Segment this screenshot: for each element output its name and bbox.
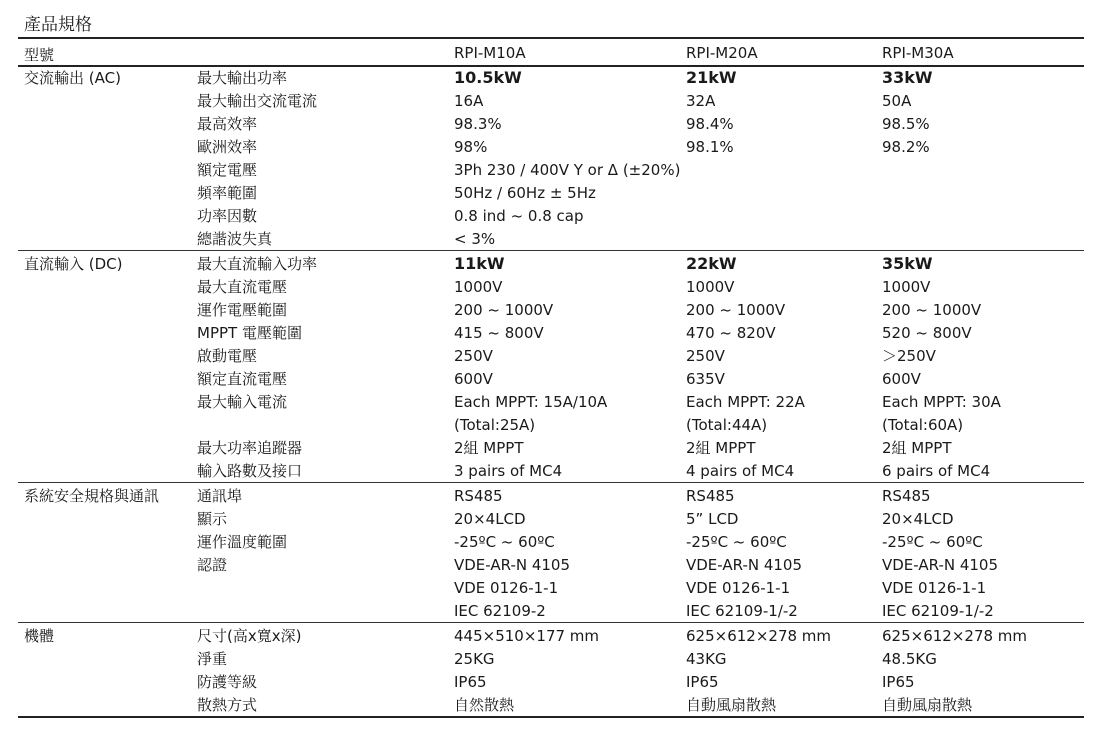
spec-label: 最大輸入電流: [197, 393, 288, 411]
spec-value: 600V: [454, 370, 493, 388]
spec-value: 0.8 ind ~ 0.8 cap: [454, 207, 584, 225]
spec-value: 25KG: [454, 650, 495, 668]
spec-value: 16A: [454, 92, 484, 110]
spec-value: < 3%: [454, 230, 496, 248]
spec-label: 最大輸出功率: [197, 69, 288, 87]
section-divider: [18, 622, 1084, 623]
spec-value: VDE 0126-1-1: [454, 579, 559, 597]
spec-label: 散熱方式: [197, 696, 258, 714]
spec-value: 5” LCD: [686, 510, 739, 528]
spec-value: 200 ~ 1000V: [686, 301, 786, 319]
spec-value: 98.2%: [882, 138, 930, 156]
spec-value: 3 pairs of MC4: [454, 462, 563, 480]
spec-value: 35kW: [882, 254, 933, 273]
spec-value: IP65: [454, 673, 487, 691]
spec-value: 11kW: [454, 254, 505, 273]
spec-value: 4 pairs of MC4: [686, 462, 795, 480]
spec-value: 625×612×278 mm: [882, 627, 1028, 645]
spec-value: VDE 0126-1-1: [882, 579, 987, 597]
spec-label: 啟動電壓: [197, 347, 258, 365]
section-title: 直流輸入 (DC): [24, 255, 123, 273]
spec-value: RS485: [882, 487, 931, 505]
spec-value: IP65: [882, 673, 915, 691]
spec-value: 250V: [686, 347, 725, 365]
spec-value: 98.4%: [686, 115, 734, 133]
header-bottom-rule: [18, 65, 1084, 67]
spec-value: 470 ~ 820V: [686, 324, 776, 342]
spec-value: 520 ~ 800V: [882, 324, 972, 342]
spec-value: 6 pairs of MC4: [882, 462, 991, 480]
spec-label: 額定電壓: [197, 161, 258, 179]
spec-value: 50Hz / 60Hz ± 5Hz: [454, 184, 596, 202]
spec-value: VDE-AR-N 4105: [454, 556, 571, 574]
spec-label: 防護等級: [197, 673, 258, 691]
spec-label: 總諧波失真: [197, 230, 273, 248]
spec-value: 2組 MPPT: [882, 439, 952, 457]
spec-value: 98.1%: [686, 138, 734, 156]
spec-value: RS485: [686, 487, 735, 505]
spec-value: -25ºC ~ 60ºC: [882, 533, 983, 551]
section-divider: [18, 482, 1084, 483]
spec-value: 33kW: [882, 68, 933, 87]
spec-value: 200 ~ 1000V: [454, 301, 554, 319]
spec-label: 顯示: [197, 510, 228, 528]
spec-value: 1000V: [882, 278, 931, 296]
spec-label: 運作溫度範圍: [197, 533, 288, 551]
spec-value: IEC 62109-2: [454, 602, 546, 620]
model-name: RPI-M20A: [686, 44, 758, 62]
spec-label: 最高效率: [197, 115, 258, 133]
spec-value: (Total:25A): [454, 416, 536, 434]
spec-label: 最大輸出交流電流: [197, 92, 318, 110]
spec-value: 98.5%: [882, 115, 930, 133]
spec-value: 2組 MPPT: [454, 439, 524, 457]
section-title: 系統安全規格與通訊: [24, 487, 160, 505]
spec-value: 32A: [686, 92, 716, 110]
spec-value: 自動風扇散熱: [882, 696, 973, 714]
spec-value: 自動風扇散熱: [686, 696, 777, 714]
spec-label: 額定直流電壓: [197, 370, 288, 388]
section-title: 交流輸出 (AC): [24, 69, 121, 87]
spec-value: 1000V: [454, 278, 503, 296]
spec-label: 功率因數: [197, 207, 258, 225]
spec-label: 最大直流輸入功率: [197, 255, 318, 273]
spec-label: 最大直流電壓: [197, 278, 288, 296]
spec-value: 10.5kW: [454, 68, 522, 87]
spec-label: 尺寸(高x寬x深): [197, 627, 302, 645]
spec-value: 自然散熱: [454, 696, 515, 714]
spec-label: 通訊埠: [197, 487, 243, 505]
section-divider: [18, 250, 1084, 251]
spec-value: Each MPPT: 22A: [686, 393, 805, 411]
spec-value: 50A: [882, 92, 912, 110]
spec-value: 43KG: [686, 650, 727, 668]
spec-value: 415 ~ 800V: [454, 324, 544, 342]
header-top-rule: [18, 37, 1084, 39]
spec-value: -25ºC ~ 60ºC: [686, 533, 787, 551]
spec-value: ＞250V: [882, 347, 936, 365]
spec-value: IEC 62109-1/-2: [882, 602, 994, 620]
section-title: 機體: [24, 627, 55, 645]
spec-value: 600V: [882, 370, 921, 388]
spec-value: 200 ~ 1000V: [882, 301, 982, 319]
section-divider: [18, 716, 1084, 718]
model-name: RPI-M30A: [882, 44, 954, 62]
spec-label: 運作電壓範圍: [197, 301, 288, 319]
spec-label: 輸入路數及接口: [197, 462, 303, 480]
spec-value: 22kW: [686, 254, 737, 273]
spec-value: 2組 MPPT: [686, 439, 756, 457]
spec-value: 635V: [686, 370, 725, 388]
spec-value: 20×4LCD: [454, 510, 526, 528]
spec-value: IEC 62109-1/-2: [686, 602, 798, 620]
spec-value: VDE-AR-N 4105: [882, 556, 999, 574]
spec-value: 21kW: [686, 68, 737, 87]
spec-label: 淨重: [197, 650, 228, 668]
spec-value: Each MPPT: 30A: [882, 393, 1001, 411]
spec-label: 最大功率追蹤器: [197, 439, 303, 457]
spec-value: Each MPPT: 15A/10A: [454, 393, 608, 411]
spec-label: 頻率範圍: [197, 184, 258, 202]
spec-value: (Total:44A): [686, 416, 768, 434]
model-header-label: 型號: [24, 46, 55, 64]
spec-value: VDE-AR-N 4105: [686, 556, 803, 574]
spec-value: 48.5KG: [882, 650, 937, 668]
spec-value: 445×510×177 mm: [454, 627, 600, 645]
model-name: RPI-M10A: [454, 44, 526, 62]
spec-value: 20×4LCD: [882, 510, 954, 528]
spec-value: IP65: [686, 673, 719, 691]
spec-label: MPPT 電壓範圍: [197, 324, 302, 342]
spec-value: RS485: [454, 487, 503, 505]
spec-label: 認證: [197, 556, 228, 574]
spec-value: 625×612×278 mm: [686, 627, 832, 645]
spec-value: (Total:60A): [882, 416, 964, 434]
spec-value: 1000V: [686, 278, 735, 296]
spec-value: -25ºC ~ 60ºC: [454, 533, 555, 551]
spec-label: 歐洲效率: [197, 138, 258, 156]
page-title: 產品規格: [24, 15, 92, 35]
spec-value: 98%: [454, 138, 488, 156]
spec-value: VDE 0126-1-1: [686, 579, 791, 597]
spec-value: 250V: [454, 347, 493, 365]
spec-value: 3Ph 230 / 400V Y or Δ (±20%): [454, 161, 681, 179]
spec-value: 98.3%: [454, 115, 502, 133]
